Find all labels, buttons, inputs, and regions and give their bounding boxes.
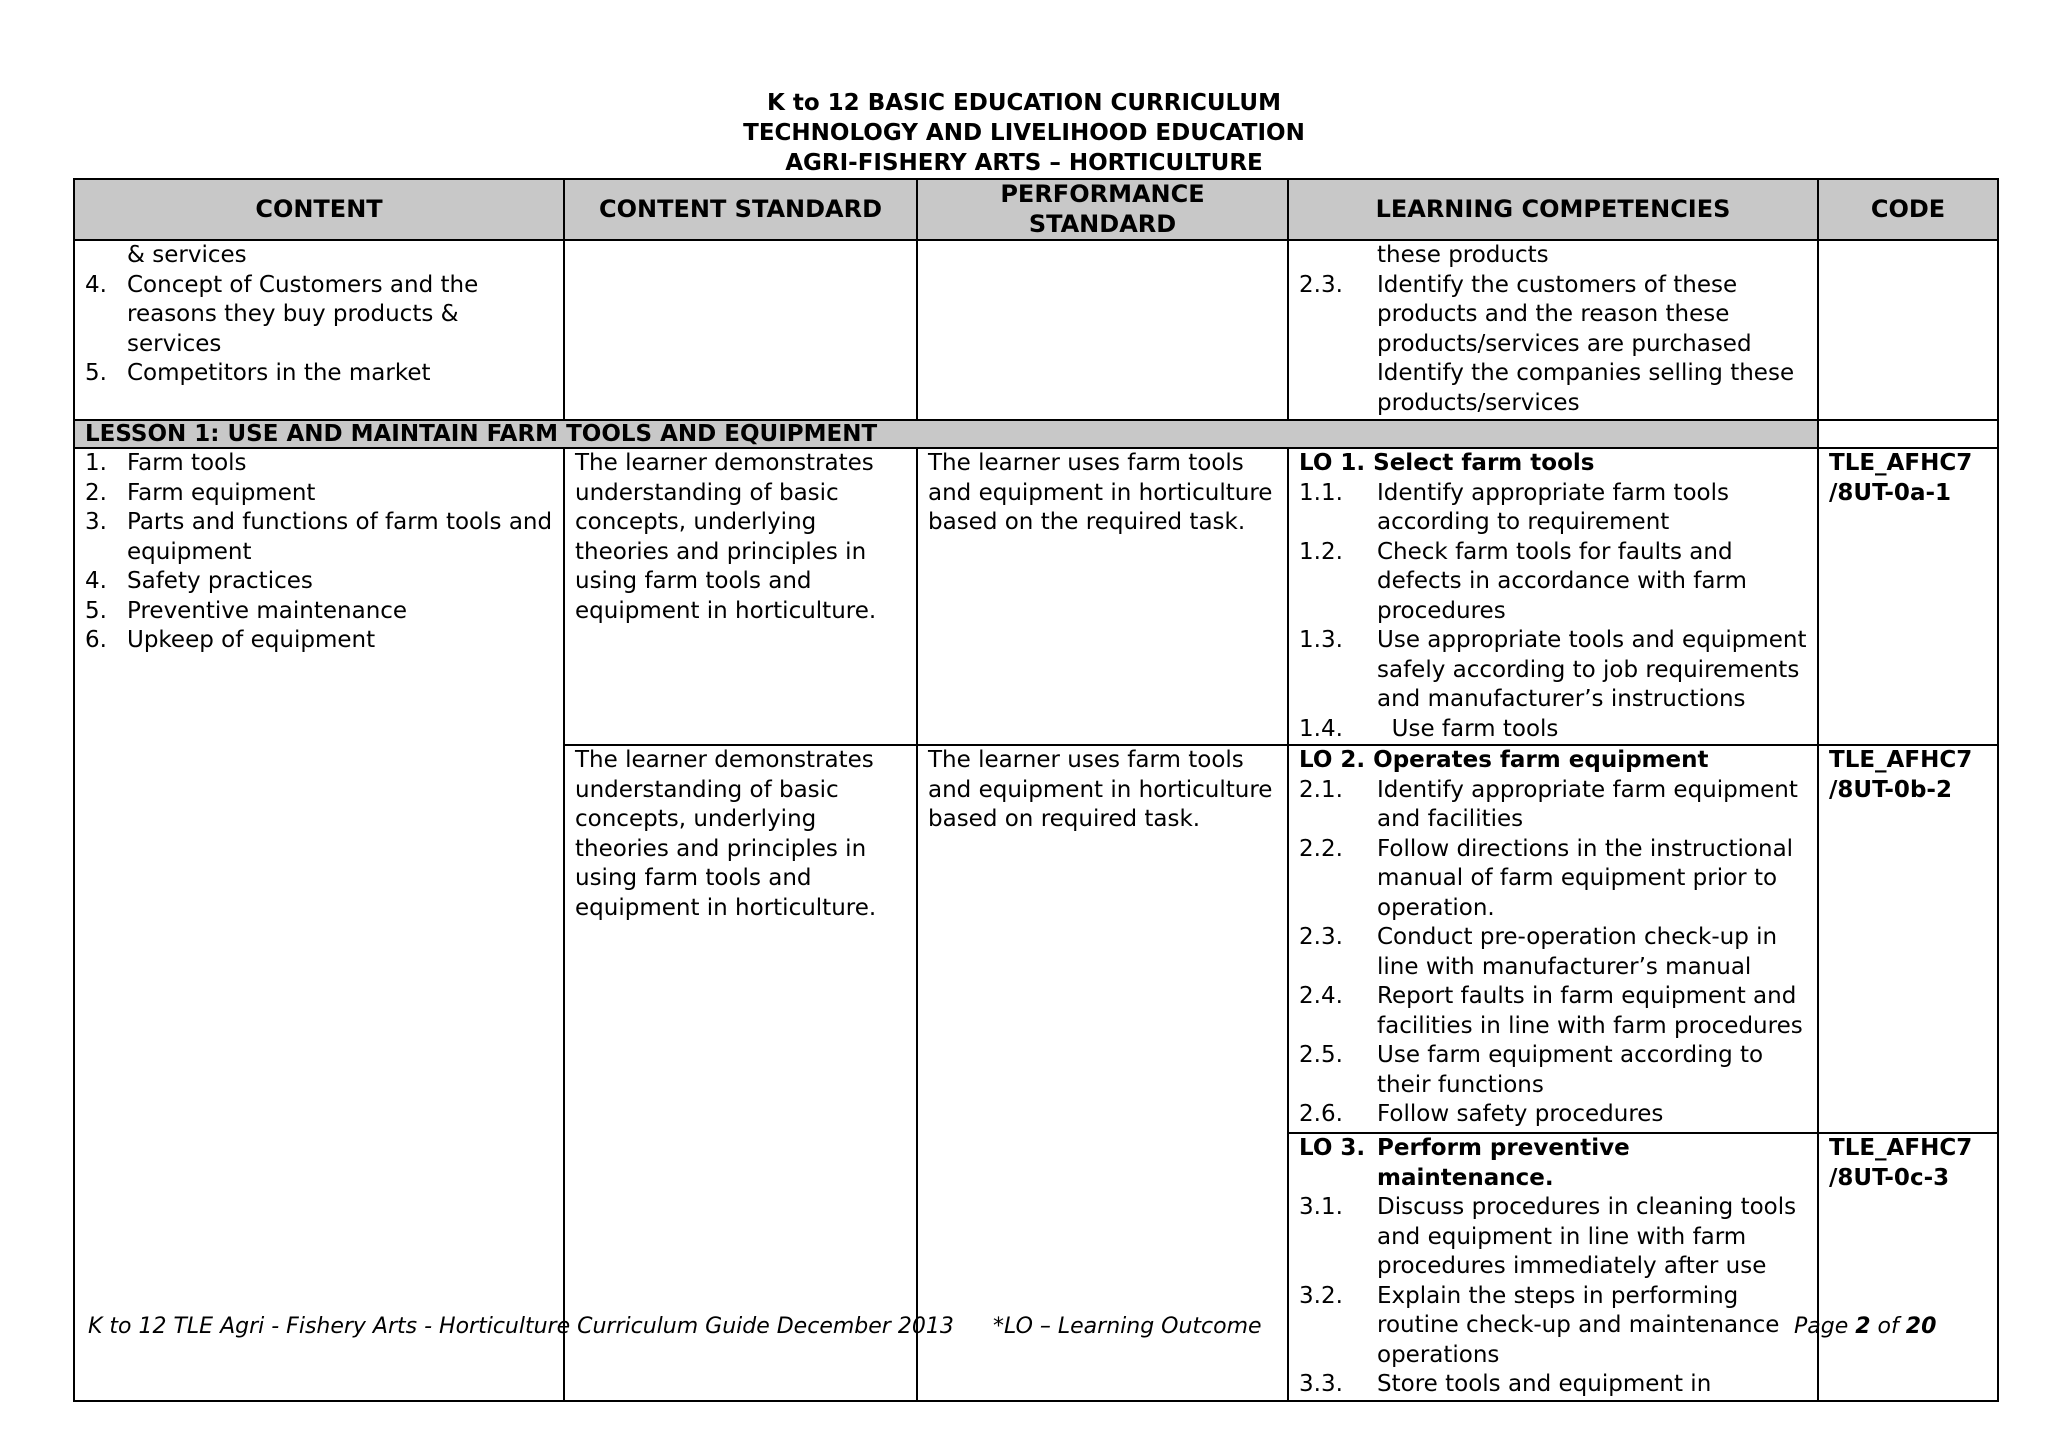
- list-item: 3.2. Explain the steps in performing routine check-up and maintenance operations: [1299, 1282, 1780, 1368]
- code-cell: [1818, 240, 1998, 420]
- table-header-row: [74, 179, 1998, 240]
- list-item: Identify the companies selling these products/services: [1377, 360, 1795, 416]
- lesson-title: LESSON 1: USE AND MAINTAIN FARM TOOLS AND EQUIPMENT: [74, 420, 1818, 448]
- competencies-cell: [1288, 745, 1818, 1133]
- list-item: 2.3. Conduct pre-operation check-up in line with manufacturer’s manual: [1299, 924, 1778, 980]
- list-item: 3.3. Store tools and equipment in: [1299, 1371, 1712, 1397]
- column-header-code: CODE: [1818, 179, 1998, 240]
- lesson-row: [74, 420, 1998, 448]
- content-cell: [74, 448, 564, 1401]
- list-item: 6. Upkeep of equipment: [85, 627, 376, 653]
- list-item: 2.5. Use farm equipment according to their functions: [1299, 1042, 1764, 1098]
- content-cell: [74, 240, 564, 420]
- column-header-performance-standard: PERFORMANCE STANDARD: [917, 179, 1288, 240]
- content-standard-cell: [564, 240, 917, 420]
- list-item: 2.4. Report faults in farm equipment and facilities in line with farm procedures: [1299, 983, 1803, 1039]
- code-cell: TLE_AFHC7 /8UT-0b-2: [1818, 745, 1998, 1133]
- list-item: 4. Concept of Customers and the reasons they buy products & services: [85, 271, 479, 357]
- document-header: [0, 88, 2048, 178]
- content-standard-cell: The learner demonstrates understanding of basic concepts, underlying theories and principles in using farm tools and equipment in horticulture.: [564, 745, 917, 1401]
- list-item: 2.6. Follow safety procedures: [1299, 1101, 1664, 1127]
- content-continuation: & services: [127, 242, 247, 268]
- competencies-cell: [1288, 1133, 1818, 1401]
- list-item: 2.2. Follow directions in the instructional manual of farm equipment prior to operation.: [1299, 835, 1794, 921]
- list-item: 1.2. Check farm tools for faults and defects in accordance with farm procedures: [1299, 538, 1747, 624]
- lo-title: LO 3. Perform preventive maintenance.: [1299, 1135, 1630, 1191]
- list-item: 2. Farm equipment: [85, 479, 316, 506]
- list-item: 5. Preventive maintenance: [85, 597, 408, 624]
- column-header-learning-competencies: LEARNING COMPETENCIES: [1288, 179, 1818, 240]
- footer-guide-title: K to 12 TLE Agri - Fishery Arts - Horticulture Curriculum Guide December 2013: [88, 1314, 954, 1339]
- performance-standard-cell: [917, 240, 1288, 420]
- code-cell: TLE_AFHC7 /8UT-0a-1: [1818, 448, 1998, 745]
- curriculum-table: [73, 178, 1999, 1402]
- list-item: 3. Parts and functions of farm tools and equipment: [85, 509, 553, 565]
- code-cell: TLE_AFHC7 /8UT-0c-3: [1818, 1133, 1998, 1401]
- list-item: 3.1. Discuss procedures in cleaning tools and equipment in line with farm procedures immediately after use: [1299, 1194, 1797, 1279]
- column-header-content: CONTENT: [74, 179, 564, 240]
- competencies-cell: [1288, 448, 1818, 745]
- competency-continuation: these products: [1377, 242, 1549, 268]
- lo-title: LO 2. Operates farm equipment: [1299, 747, 1709, 773]
- lo-title: LO 1. Select farm tools: [1299, 450, 1595, 476]
- lesson-code-spacer: [1818, 420, 1998, 448]
- column-header-content-standard: CONTENT STANDARD: [564, 179, 917, 240]
- list-item: 2.3. Identify the customers of these products and the reason these products/services are purchased: [1299, 271, 1752, 357]
- footer-page-number: Page 2 of 20: [1794, 1314, 1937, 1339]
- header-line-3: AGRI-FISHERY ARTS – HORTICULTURE: [785, 150, 1263, 176]
- list-item: 1. Farm tools: [85, 450, 247, 476]
- performance-standard-cell: The learner uses farm tools and equipment in horticulture based on the required task.: [917, 448, 1288, 745]
- content-standard-cell: The learner demonstrates understanding of basic concepts, underlying theories and principles in using farm tools and equipment in horticulture.: [564, 448, 917, 745]
- list-item: 2.1. Identify appropriate farm equipment and facilities: [1299, 776, 1798, 832]
- list-item: 1.4. Use farm tools: [1299, 715, 1559, 742]
- list-item: 4. Safety practices: [85, 568, 313, 594]
- competencies-cell: [1288, 240, 1818, 420]
- performance-standard-cell: The learner uses farm tools and equipment in horticulture based on required task.: [917, 745, 1288, 1401]
- table-row: [74, 448, 1998, 745]
- table-row: [74, 240, 1998, 420]
- header-line-1: K to 12 BASIC EDUCATION CURRICULUM: [767, 90, 1281, 116]
- list-item: 5. Competitors in the market: [85, 360, 431, 386]
- footer-lo-note: *LO – Learning Outcome: [993, 1314, 1262, 1339]
- list-item: 1.1. Identify appropriate farm tools according to requirement: [1299, 479, 1729, 535]
- header-line-2: TECHNOLOGY AND LIVELIHOOD EDUCATION: [743, 120, 1305, 146]
- list-item: 1.3. Use appropriate tools and equipment safely according to job requirements and manufacturer’s instructions: [1299, 627, 1807, 712]
